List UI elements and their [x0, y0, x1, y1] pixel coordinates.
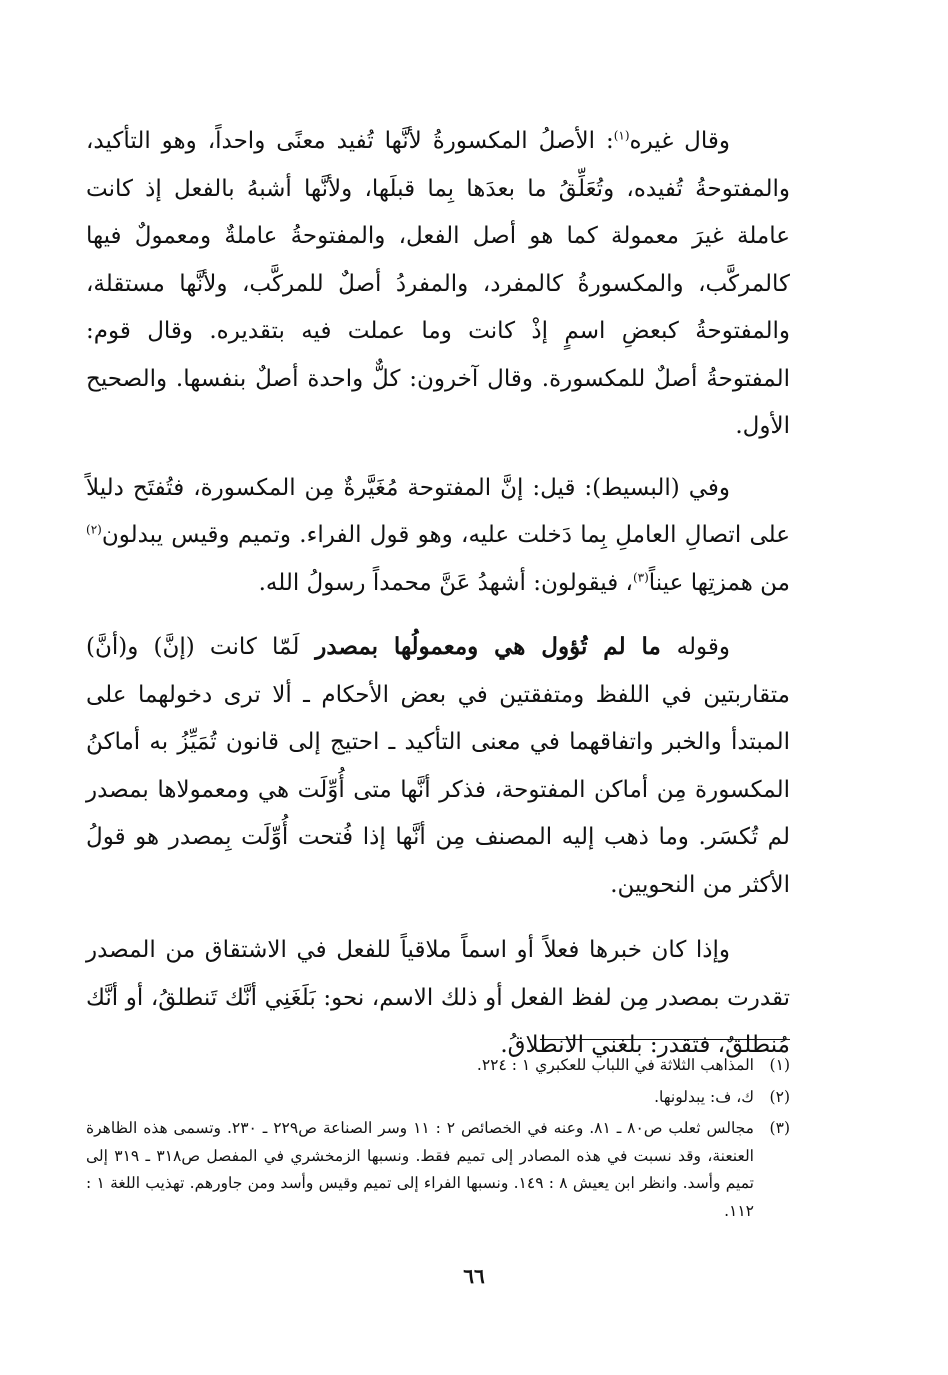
footnote-text: ك، ف: يبدلونها.: [654, 1087, 754, 1106]
paragraph-3: [86, 623, 790, 909]
footnote-1: [86, 1052, 790, 1080]
footnote-number: (١): [769, 1056, 790, 1074]
page-number: ٦٦: [463, 1264, 485, 1288]
footnote-text: المذاهب الثلاثة في اللباب للعكبري ١ : ٢٢٤.: [476, 1056, 754, 1074]
footnote-number: (٢): [769, 1087, 790, 1106]
paragraph-4: [86, 927, 790, 1070]
footnote-2: [86, 1084, 790, 1112]
footnotes: [86, 1052, 790, 1229]
paragraph-3-text: لَمّا كانت (إنَّ) و(أنَّ) متقاربتين في اللفظ ومتفقتين في بعض الأحكام ـ ألا ترى دخولهما على المبتدأ والخبر واتفاقهما في معنى التأكيد ـ احتيج إلى قانون تُمَيِّزُ به أماكنُ المكسورة مِن أماكن المفتوحة، فذكر أنَّها متى أُوِّلَت هي ومعمولاها بمصدر لم تُكسَر. وما ذهب إليه المصنف مِن أنَّها إذا فُتحت أُوِّلَت بِمصدر هو قولُ الأكثر من النحويين.: [86, 634, 790, 898]
paragraph-4-text: وإذا كان خبرها فعلاً أو اسماً ملاقياً للفعل في الاشتقاق من المصدر تقدرت بمصدر مِن لفظ الفعل أو ذلك الاسم، نحو: بَلَغَنِي أنَّك تَنطلقُ، أو أنَّك مُنطلقٌ، فتقدر: بلغني الانطلاقُ.: [86, 937, 790, 1058]
paragraph-2-text-c: ، فيقولون: أشهدُ عَنَّ محمداً رسولُ الله.: [258, 569, 633, 596]
paragraph-3-lead: وقوله: [676, 634, 730, 660]
paragraph-1-text: : الأصلُ المكسورةُ لأنَّها تُفيد معنًى واحداً، وهو التأكيد، والمفتوحةُ تُفيده، وتُعَلِّقُ ما بعدَها بِما قبلَها، ولأنَّها أشبهُ بالفعل إذ كانت عاملة غيرَ معمولة كما هو أصل الفعل، والمفتوحةُ عاملةٌ ومعمولٌ فيها كالمركَّب، والمكسورةُ كالمفرد، والمفردُ أصلٌ للمركَّب، ولأنَّها مستقلة، والمفتوحةُ كبعضِ اسمٍ إذْ كانت وما عملت فيه بتقديره. وقال قوم: المفتوحةُ أصلٌ للمكسورة. وقال آخرون: كلٌّ واحدة أصلٌ بنفسها. والصحيح الأول.: [86, 128, 790, 439]
paragraph-1-lead: وقال غيره: [629, 128, 731, 154]
paragraph-2-text-b: من همزتِها عيناً: [648, 569, 790, 596]
footnote-ref-1: (١): [613, 128, 630, 143]
paragraph-2: [86, 465, 790, 608]
footnote-ref-3: (٣): [632, 569, 649, 584]
footnote-3: [86, 1115, 790, 1225]
quoted-phrase: ما لم تُؤول هي ومعمولُها بمصدر: [299, 633, 677, 660]
main-text: [86, 118, 790, 1086]
footnote-ref-2: (٢): [86, 522, 102, 537]
paragraph-1: [86, 118, 790, 451]
footnote-divider: [540, 1039, 790, 1040]
paragraph-2-text-a: وفي (البسيط): قيل: إنَّ المفتوحة مُغَيَّرةٌ مِن المكسورة، فتُفتَح دليلاً على اتصالِ العاملِ بِما دَخلت عليه، وهو قول الفراء. وتميم وقيس يبدلون: [86, 474, 790, 548]
footnote-number: (٣): [769, 1119, 790, 1137]
footnote-text: مجالس ثعلب ص٨٠ ـ ٨١. وعنه في الخصائص ٢ : ١١ وسر الصناعة ص٢٢٩ ـ ٢٣٠. وتسمى هذه الظاهرة العنعنة، وقد نسبت في هذه المصادر إلى تميم فقط. ونسبها الزمخشري في المفصل ص٣١٨ ـ ٣١٩ إلى تميم وأسد. وانظر ابن يعيش ٨ : ١٤٩. ونسبها الفراء إلى تميم وقيس وأسد ومن جاورهم. تهذيب اللغة ١ : ١١٢.: [86, 1119, 754, 1220]
